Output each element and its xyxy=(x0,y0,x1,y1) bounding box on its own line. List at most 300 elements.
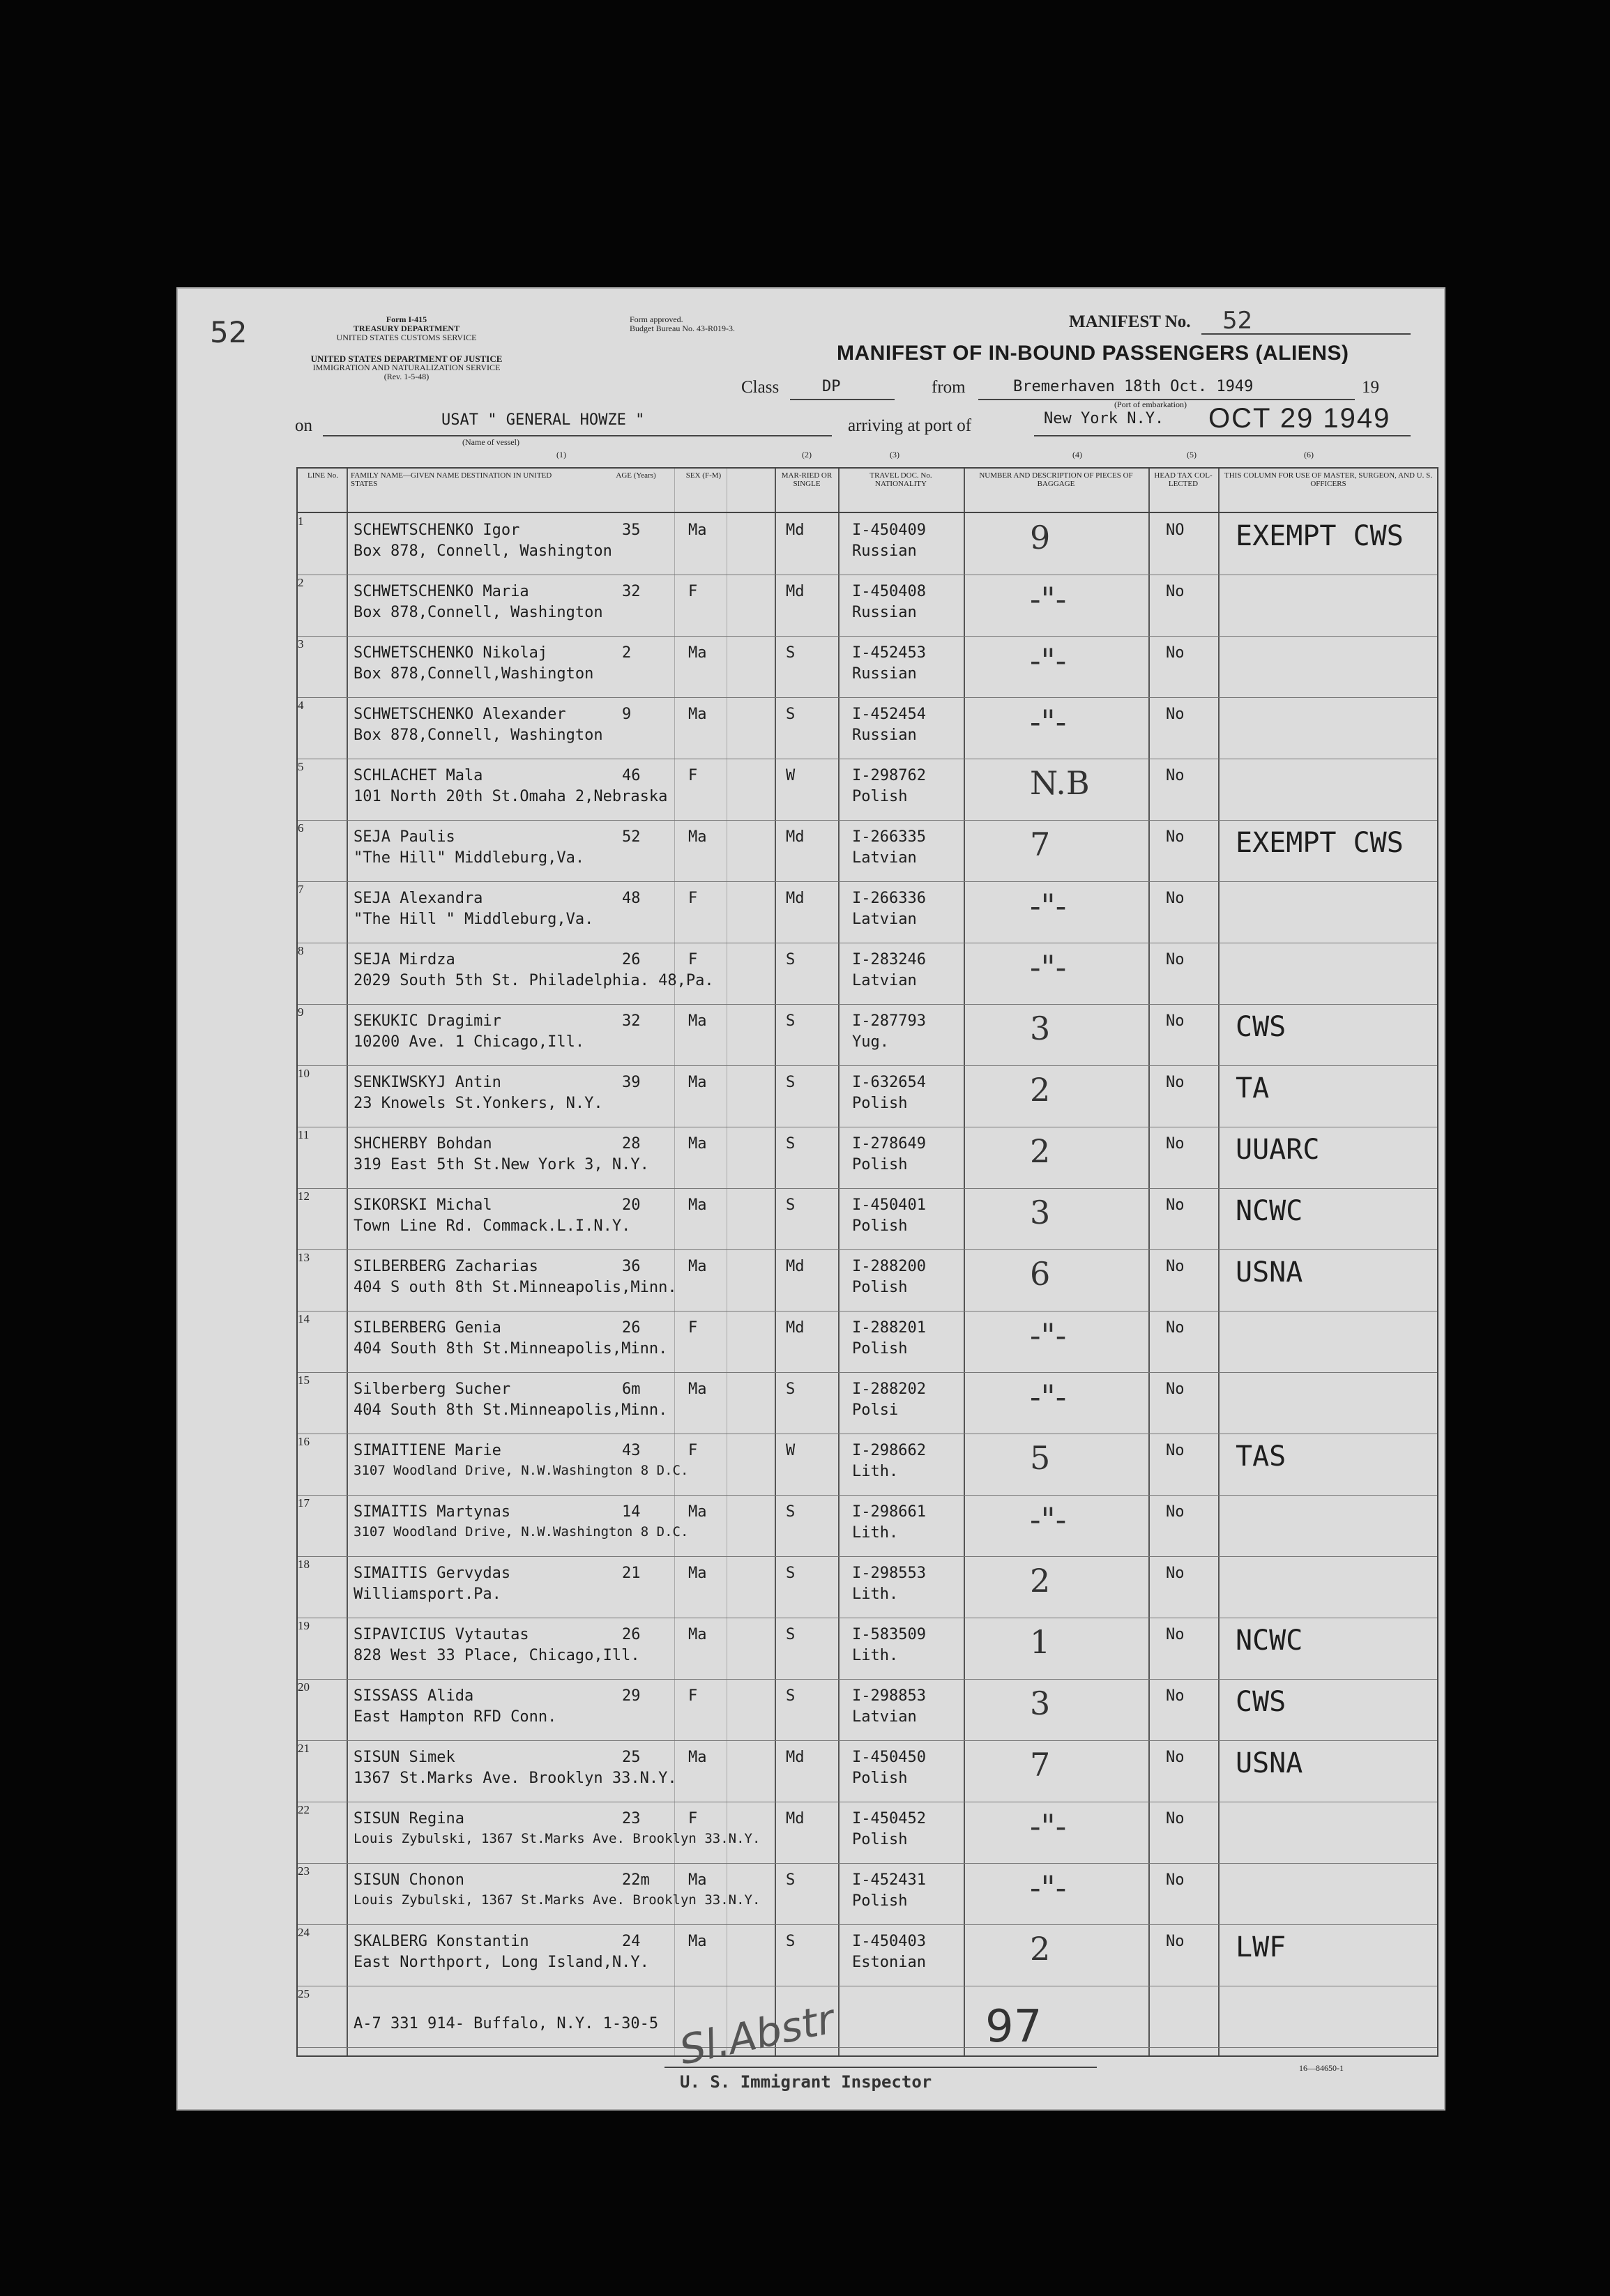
port-underline xyxy=(1034,435,1411,436)
head-tax: No xyxy=(1166,583,1185,600)
manifest-no-value: 52 xyxy=(1222,307,1253,335)
age: 6m xyxy=(622,1381,641,1398)
row-divider xyxy=(298,820,1437,821)
baggage: -"- xyxy=(1030,641,1067,679)
nationality: Russian xyxy=(852,665,917,683)
table-row xyxy=(298,1496,1437,1557)
age: 26 xyxy=(622,951,641,968)
destination: A-7 331 914- Buffalo, N.Y. 1-30-5 xyxy=(354,2015,659,2032)
age: 2 xyxy=(622,644,632,662)
nationality: Russian xyxy=(852,604,917,621)
baggage: 2 xyxy=(1030,1562,1051,1599)
sex: Ma xyxy=(688,1503,707,1521)
table-row xyxy=(298,1742,1437,1802)
baggage: 6 xyxy=(1030,1255,1051,1293)
head-tax: No xyxy=(1166,767,1185,784)
travel-doc: I-452454 xyxy=(852,706,926,723)
travel-doc: I-450408 xyxy=(852,583,926,600)
nationality: Latvian xyxy=(852,1708,917,1726)
sex: Ma xyxy=(688,1871,707,1889)
sex: Ma xyxy=(688,522,707,539)
head-tax: No xyxy=(1166,890,1185,907)
age: 32 xyxy=(622,583,641,600)
sex: F xyxy=(688,767,698,784)
lineno: 10 xyxy=(298,1067,310,1080)
destination: Box 878, Connell, Washington xyxy=(354,542,612,560)
head-tax: No xyxy=(1166,1135,1185,1153)
sex: Ma xyxy=(688,1381,707,1398)
travel-doc: I-450452 xyxy=(852,1810,926,1827)
inspector-underline xyxy=(664,2067,1097,2068)
nationality: Polish xyxy=(852,1217,908,1235)
class-value: DP xyxy=(822,378,841,395)
destination: 3107 Woodland Drive, N.W.Washington 8 D.C. xyxy=(354,1524,689,1539)
baggage: 1 xyxy=(1030,1623,1051,1661)
officer-mark: LWF xyxy=(1236,1931,1286,1963)
lineno: 12 xyxy=(298,1189,310,1203)
budget-bureau: Budget Bureau No. 43-R019-3. xyxy=(630,324,735,333)
sex: F xyxy=(688,951,698,968)
nationality: Lith. xyxy=(852,1463,899,1480)
marital-status: S xyxy=(786,644,796,662)
marital-status: W xyxy=(786,1442,796,1459)
travel-doc: I-266335 xyxy=(852,828,926,846)
destination: 23 Knowels St.Yonkers, N.Y. xyxy=(354,1095,603,1112)
family-name: SEJA Alexandra xyxy=(354,890,483,907)
col-index-1: (1) xyxy=(556,450,566,459)
table-row xyxy=(298,1987,1437,2048)
travel-doc: I-450401 xyxy=(852,1196,926,1214)
lineno: 2 xyxy=(298,576,304,589)
table-row xyxy=(298,1128,1437,1189)
nationality: Polish xyxy=(852,1340,908,1358)
customs-label: UNITED STATES CUSTOMS SERVICE xyxy=(336,333,477,342)
travel-doc: I-288201 xyxy=(852,1319,926,1337)
marital-status: Md xyxy=(786,1258,805,1275)
age: 32 xyxy=(622,1012,641,1030)
travel-doc: I-298553 xyxy=(852,1565,926,1582)
baggage: 3 xyxy=(1030,1685,1051,1722)
nationality: Polish xyxy=(852,1095,908,1112)
baggage: -"- xyxy=(1030,1316,1067,1354)
family-name: SISUN Regina xyxy=(354,1810,464,1827)
travel-doc: I-450409 xyxy=(852,522,926,539)
row-divider xyxy=(298,1004,1437,1005)
head-tax: No xyxy=(1166,1381,1185,1398)
sex: Ma xyxy=(688,706,707,723)
travel-doc: I-278649 xyxy=(852,1135,926,1153)
total-count: 97 xyxy=(985,2001,1042,2053)
row-divider xyxy=(298,636,1437,637)
destination: 828 West 33 Place, Chicago,Ill. xyxy=(354,1647,640,1664)
head-tax: No xyxy=(1166,1565,1185,1582)
nationality: Polish xyxy=(852,1279,908,1296)
nationality: Russian xyxy=(852,727,917,744)
age: 22m xyxy=(622,1871,650,1889)
table-row xyxy=(298,699,1437,759)
table-row xyxy=(298,1374,1437,1434)
head-tax: No xyxy=(1166,1749,1185,1766)
baggage: -"- xyxy=(1030,1869,1067,1906)
age: 35 xyxy=(622,522,641,539)
age: 23 xyxy=(622,1810,641,1827)
on-label: on xyxy=(295,416,312,435)
embark-note: (Port of embarkation) xyxy=(1114,400,1187,409)
head-tax: No xyxy=(1166,1871,1185,1889)
age: 39 xyxy=(622,1074,641,1091)
printer-code: 16—84650-1 xyxy=(1299,2063,1344,2073)
form-header-justice xyxy=(295,354,518,381)
nationality: Latvian xyxy=(852,849,917,867)
family-name: SEJA Paulis xyxy=(354,828,455,846)
lineno: 21 xyxy=(298,1742,310,1755)
family-name: SIPAVICIUS Vytautas xyxy=(354,1626,529,1643)
destination: 2029 South 5th St. Philadelphia. 48,Pa. xyxy=(354,972,714,989)
officer-mark: TA xyxy=(1236,1072,1270,1104)
nationality: Polsi xyxy=(852,1401,899,1419)
sex: Ma xyxy=(688,1749,707,1766)
head-tax: No xyxy=(1166,706,1185,723)
officer-mark: USNA xyxy=(1236,1747,1303,1779)
marital-status: S xyxy=(786,1565,796,1582)
class-label: Class xyxy=(741,378,780,397)
justice-label: UNITED STATES DEPARTMENT OF JUSTICE xyxy=(310,353,503,364)
treasury-label: TREASURY DEPARTMENT xyxy=(353,324,460,333)
destination: Williamsport.Pa. xyxy=(354,1586,501,1603)
officer-mark: TAS xyxy=(1236,1440,1286,1473)
marital-status: Md xyxy=(786,1810,805,1827)
marital-status: S xyxy=(786,1196,796,1214)
travel-doc: I-452453 xyxy=(852,644,926,662)
row-divider xyxy=(298,2047,1437,2048)
officer-mark: CWS xyxy=(1236,1011,1286,1043)
lineno: 15 xyxy=(298,1374,310,1387)
destination: Box 878,Connell, Washington xyxy=(354,604,603,621)
row-divider xyxy=(298,697,1437,698)
form-header-treasury xyxy=(330,315,483,342)
table-row xyxy=(298,1312,1437,1373)
sex: F xyxy=(688,583,698,600)
marital-status: S xyxy=(786,1871,796,1889)
family-name: SILBERBERG Zacharias xyxy=(354,1258,538,1275)
nationality: Latvian xyxy=(852,911,917,928)
from-value: Bremerhaven 18th Oct. 1949 xyxy=(1013,378,1254,395)
lineno: 1 xyxy=(298,515,304,528)
table-row xyxy=(298,1005,1437,1066)
head-tax: NO xyxy=(1166,522,1185,539)
marital-status: S xyxy=(786,1503,796,1521)
col-header-travel: TRAVEL DOC. No. NATIONALITY xyxy=(869,471,932,488)
travel-doc: I-452431 xyxy=(852,1871,926,1889)
form-id: Form I-415 xyxy=(386,314,427,324)
sex: Ma xyxy=(688,644,707,662)
lineno: 13 xyxy=(298,1251,310,1264)
row-divider xyxy=(298,1065,1437,1066)
destination: "The Hill " Middleburg,Va. xyxy=(354,911,594,928)
head-tax: No xyxy=(1166,1319,1185,1337)
form-approved-block xyxy=(630,315,735,333)
from-label: from xyxy=(932,378,966,397)
col-index-3: (3) xyxy=(890,450,899,459)
table-row xyxy=(298,637,1437,698)
travel-doc: I-266336 xyxy=(852,890,926,907)
sex: Ma xyxy=(688,1196,707,1214)
nationality: Polish xyxy=(852,1892,908,1910)
baggage: -"- xyxy=(1030,1500,1067,1538)
marital-status: Md xyxy=(786,828,805,846)
travel-doc: I-283246 xyxy=(852,951,926,968)
marital-status: S xyxy=(786,1626,796,1643)
marital-status: S xyxy=(786,1135,796,1153)
head-tax: No xyxy=(1166,644,1185,662)
row-divider xyxy=(298,1249,1437,1250)
table-row xyxy=(298,1864,1437,1925)
family-name: SCHEWTSCHENKO Igor xyxy=(354,522,520,539)
travel-doc: I-450450 xyxy=(852,1749,926,1766)
col-header-line: LINE No. xyxy=(307,471,338,480)
inspector-label: U. S. Immigrant Inspector xyxy=(680,2072,932,2092)
sex: Ma xyxy=(688,1012,707,1030)
family-name: Silberberg Sucher xyxy=(354,1381,511,1398)
baggage: 2 xyxy=(1030,1132,1051,1170)
marital-status: S xyxy=(786,1687,796,1705)
col-header-baggage: NUMBER AND DESCRIPTION OF PIECES OF BAGGAGE xyxy=(979,471,1133,488)
baggage: -"- xyxy=(1030,1807,1067,1845)
travel-doc: I-288202 xyxy=(852,1381,926,1398)
family-name: SCHWETSCHENKO Alexander xyxy=(354,706,566,723)
lineno: 4 xyxy=(298,699,304,712)
head-tax: No xyxy=(1166,1687,1185,1705)
sex: Ma xyxy=(688,1258,707,1275)
officer-mark: CWS xyxy=(1236,1686,1286,1718)
lineno: 20 xyxy=(298,1680,310,1694)
family-name: SISSASS Alida xyxy=(354,1687,474,1705)
manifest-title: MANIFEST OF IN-BOUND PASSENGERS (ALIENS) xyxy=(837,342,1349,365)
baggage: 2 xyxy=(1030,1071,1051,1109)
travel-doc: I-298762 xyxy=(852,767,926,784)
sex: Ma xyxy=(688,828,707,846)
head-tax: No xyxy=(1166,1503,1185,1521)
baggage: 5 xyxy=(1030,1439,1051,1477)
age: 21 xyxy=(622,1565,641,1582)
baggage: 2 xyxy=(1030,1930,1051,1968)
baggage: -"- xyxy=(1030,948,1067,986)
col-header-age: AGE (Years) xyxy=(616,471,656,480)
nationality: Lith. xyxy=(852,1586,899,1603)
head-tax: No xyxy=(1166,828,1185,846)
family-name: SISUN Simek xyxy=(354,1749,455,1766)
officer-mark: USNA xyxy=(1236,1256,1303,1288)
lineno: 9 xyxy=(298,1005,304,1019)
marital-status: S xyxy=(786,951,796,968)
destination: 404 South 8th St.Minneapolis,Minn. xyxy=(354,1340,668,1358)
lineno: 7 xyxy=(298,883,304,896)
nationality: Polish xyxy=(852,1770,908,1787)
date-stamp: OCT 29 1949 xyxy=(1208,403,1391,434)
family-name: SIMAITIS Martynas xyxy=(354,1503,511,1521)
vessel-note: (Name of vessel) xyxy=(462,437,519,447)
year-suffix: 19 xyxy=(1362,378,1379,397)
nationality: Russian xyxy=(852,542,917,560)
passenger-rows xyxy=(298,515,1437,2055)
family-name: SCHWETSCHENKO Nikolaj xyxy=(354,644,548,662)
signature: Sl.Abstr xyxy=(675,1995,839,2074)
head-tax: No xyxy=(1166,1012,1185,1030)
row-divider xyxy=(298,1311,1437,1312)
sex: F xyxy=(688,890,698,907)
family-name: SEKUKIC Dragimir xyxy=(354,1012,501,1030)
travel-doc: I-583509 xyxy=(852,1626,926,1643)
family-name: SIMAITIS Gervydas xyxy=(354,1565,511,1582)
baggage: -"- xyxy=(1030,580,1067,618)
officer-mark: UUARC xyxy=(1236,1134,1320,1166)
marital-status: S xyxy=(786,1381,796,1398)
passenger-table xyxy=(296,467,1438,2057)
destination: Box 878,Connell,Washington xyxy=(354,665,594,683)
manifest-no-underline xyxy=(1201,333,1411,335)
officer-mark: EXEMPT CWS xyxy=(1236,827,1404,859)
table-row xyxy=(298,1680,1437,1741)
row-divider xyxy=(298,1556,1437,1557)
officer-mark: NCWC xyxy=(1236,1625,1303,1657)
table-row xyxy=(298,883,1437,943)
age: 48 xyxy=(622,890,641,907)
nationality: Polish xyxy=(852,1156,908,1173)
table-row xyxy=(298,760,1437,821)
age: 26 xyxy=(622,1319,641,1337)
marital-status: Md xyxy=(786,522,805,539)
col-index-2: (2) xyxy=(802,450,812,459)
table-row xyxy=(298,1189,1437,1250)
lineno: 3 xyxy=(298,637,304,651)
class-underline xyxy=(790,399,895,400)
table-row xyxy=(298,1435,1437,1496)
baggage: 3 xyxy=(1030,1194,1051,1231)
age: 46 xyxy=(622,767,641,784)
age: 25 xyxy=(622,1749,641,1766)
head-tax: No xyxy=(1166,1196,1185,1214)
lineno: 18 xyxy=(298,1558,310,1571)
destination: 404 S outh 8th St.Minneapolis,Minn. xyxy=(354,1279,677,1296)
col-index-6: (6) xyxy=(1304,450,1314,459)
sex: Ma xyxy=(688,1933,707,1950)
table-row xyxy=(298,1926,1437,1986)
nationality: Polish xyxy=(852,1831,908,1848)
age: 20 xyxy=(622,1196,641,1214)
family-name: SENKIWSKYJ Antin xyxy=(354,1074,501,1091)
travel-doc: I-450403 xyxy=(852,1933,926,1950)
destination: East Hampton RFD Conn. xyxy=(354,1708,557,1726)
age: 28 xyxy=(622,1135,641,1153)
row-divider xyxy=(298,1679,1437,1680)
row-divider xyxy=(298,1740,1437,1741)
baggage: N.B xyxy=(1030,764,1090,802)
lineno: 24 xyxy=(298,1926,310,1939)
table-row xyxy=(298,1251,1437,1312)
lineno: 8 xyxy=(298,944,304,957)
baggage: -"- xyxy=(1030,1378,1067,1415)
travel-doc: I-298662 xyxy=(852,1442,926,1459)
row-divider xyxy=(298,881,1437,882)
marital-status: Md xyxy=(786,1319,805,1337)
col-header-married: MAR-RIED OR SINGLE xyxy=(781,471,833,488)
family-name: SCHLACHET Mala xyxy=(354,767,483,784)
age: 9 xyxy=(622,706,632,723)
header-rule xyxy=(298,512,1437,513)
lineno: 11 xyxy=(298,1128,310,1141)
head-tax: No xyxy=(1166,1258,1185,1275)
table-row xyxy=(298,1558,1437,1618)
age: 36 xyxy=(622,1258,641,1275)
head-tax: No xyxy=(1166,1626,1185,1643)
marital-status: S xyxy=(786,1933,796,1950)
destination: 101 North 20th St.Omaha 2,Nebraska xyxy=(354,788,668,805)
age: 52 xyxy=(622,828,641,846)
sex: F xyxy=(688,1442,698,1459)
destination: Louis Zybulski, 1367 St.Marks Ave. Brooklyn 33.N.Y. xyxy=(354,1831,761,1846)
rev-label: (Rev. 1-5-48) xyxy=(383,372,430,381)
manifest-sheet xyxy=(176,287,1445,2111)
table-row xyxy=(298,1067,1437,1127)
table-row xyxy=(298,576,1437,637)
age: 14 xyxy=(622,1503,641,1521)
col-header-headtax: HEAD TAX COL-LECTED xyxy=(1154,471,1213,488)
row-divider xyxy=(298,1495,1437,1496)
destination: 404 South 8th St.Minneapolis,Minn. xyxy=(354,1401,668,1419)
lineno: 17 xyxy=(298,1496,310,1510)
head-tax: No xyxy=(1166,1933,1185,1950)
lineno: 6 xyxy=(298,821,304,835)
baggage: 3 xyxy=(1030,1010,1051,1047)
table-row xyxy=(298,944,1437,1005)
nationality: Estonian xyxy=(852,1954,926,1971)
col-header-sex: SEX (F-M) xyxy=(685,471,722,480)
family-name: SHCHERBY Bohdan xyxy=(354,1135,492,1153)
table-row xyxy=(298,1803,1437,1864)
col-header-name: FAMILY NAME—GIVEN NAME DESTINATION IN UNITED STATES xyxy=(351,471,552,488)
col-index-4: (4) xyxy=(1072,450,1082,459)
family-name: SIKORSKI Michal xyxy=(354,1196,492,1214)
head-tax: No xyxy=(1166,951,1185,968)
nationality: Lith. xyxy=(852,1647,899,1664)
destination: Louis Zybulski, 1367 St.Marks Ave. Brooklyn 33.N.Y. xyxy=(354,1892,761,1908)
nationality: Yug. xyxy=(852,1033,889,1051)
travel-doc: I-298853 xyxy=(852,1687,926,1705)
travel-doc: I-298661 xyxy=(852,1503,926,1521)
table-row xyxy=(298,821,1437,882)
family-name: SISUN Chonon xyxy=(354,1871,464,1889)
row-divider xyxy=(298,1863,1437,1864)
sex: F xyxy=(688,1319,698,1337)
destination: East Northport, Long Island,N.Y. xyxy=(354,1954,649,1971)
table-row xyxy=(298,1619,1437,1680)
destination: 10200 Ave. 1 Chicago,Ill. xyxy=(354,1033,585,1051)
lineno: 25 xyxy=(298,1987,310,2000)
nationality: Polish xyxy=(852,788,908,805)
ins-label: IMMIGRATION AND NATURALIZATION SERVICE xyxy=(312,363,501,372)
sex: Ma xyxy=(688,1135,707,1153)
marital-status: W xyxy=(786,767,796,784)
marital-status: Md xyxy=(786,1749,805,1766)
officer-mark: NCWC xyxy=(1236,1195,1303,1227)
family-name: SIMAITIENE Marie xyxy=(354,1442,501,1459)
baggage: -"- xyxy=(1030,703,1067,740)
row-divider xyxy=(298,1924,1437,1925)
family-name: SKALBERG Konstantin xyxy=(354,1933,529,1950)
family-name: SEJA Mirdza xyxy=(354,951,455,968)
lineno: 16 xyxy=(298,1435,310,1448)
table-row xyxy=(298,515,1437,575)
